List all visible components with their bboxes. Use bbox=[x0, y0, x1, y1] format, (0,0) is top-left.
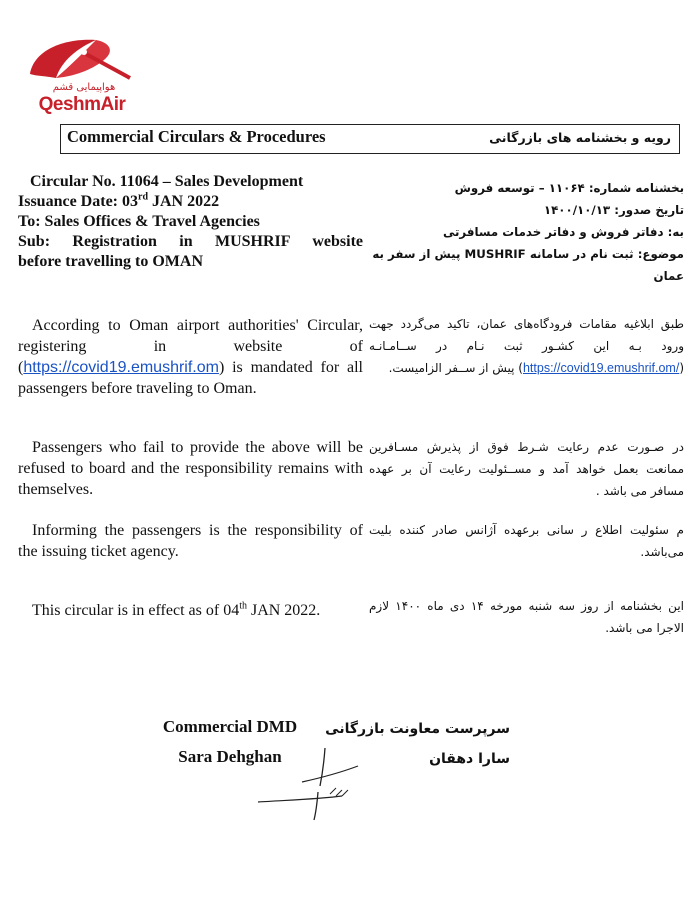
recipients-en: To: Sales Offices & Travel Agencies bbox=[18, 213, 260, 230]
company-logo bbox=[12, 34, 136, 120]
subject-fa: موضوع: ثبت نام در سامانه MUSHRIF پیش از سفر به عمان bbox=[372, 247, 684, 283]
subject-en-line2: before travelling to OMAN bbox=[18, 253, 203, 270]
issuance-date-en: Issuance Date: 03rd JAN 2022 bbox=[18, 191, 220, 210]
paragraph-4-fa: این بخشنامه از روز سه شنبه مورخه ۱۴ دی ماه ۱۴۰۰ لازم الاجرا می باشد. bbox=[369, 599, 684, 635]
signer-name-en: Sara Dehghan bbox=[178, 747, 282, 766]
circular-meta-en bbox=[18, 172, 363, 272]
circular-meta-fa bbox=[369, 177, 684, 287]
paragraph-3-fa: م سئولیت اطلاع ر سانی برعهده آژانس صادر کننده بلیت می‌باشد. bbox=[369, 523, 684, 559]
mushrif-link-fa[interactable]: https://covid19.emushrif.om/ bbox=[522, 361, 680, 375]
subject-en-line1: Sub: Registration in MUSHRIF website bbox=[18, 233, 363, 250]
paragraph-4-en: This circular is in effect as of 04th JAN 2022. bbox=[32, 600, 321, 619]
handwritten-signature bbox=[250, 742, 380, 822]
recipients-fa: به: دفاتر فروش و دفاتر خدمات مسافرتی bbox=[443, 225, 684, 239]
signer-name-fa: سارا دهقان bbox=[429, 751, 510, 767]
logo-farsi-name: هواپیمایی قشم bbox=[52, 82, 116, 93]
header-title-en: Commercial Circulars & Procedures bbox=[67, 127, 326, 146]
circular-number-en: Circular No. 11064 – Sales Development bbox=[30, 173, 304, 190]
logo-english-name: QeshmAir bbox=[38, 94, 126, 115]
paragraph-2-en: Passengers who fail to provide the above will be refused to board and the responsibility remains with themselves. bbox=[18, 439, 363, 498]
header-title-fa: رویه و بخشنامه های بازرگانی bbox=[489, 130, 671, 145]
header-bar bbox=[60, 124, 680, 154]
paragraph-1-en: According to Oman airport authorities' Circular, registering in website of (https://covid19.emushrif.om) is mandated for all passengers before traveling to Oman. bbox=[18, 317, 363, 397]
paragraph-2-fa: در صـورت عدم رعایت شـرط فوق از پذیرش مسـافرین ممانعت بعمل خواهد آمد و مســئولیت رعایت آن بر عهده مسافر می باشد . bbox=[369, 440, 684, 498]
circular-number-fa: بخشنامه شماره: ۱۱۰۶۴ – توسعه فروش bbox=[454, 181, 684, 195]
wing-emblem-icon bbox=[12, 34, 136, 86]
paragraph-1-fa: طبق ابلاغیه مقامات فرودگاه‌های عمان، تاکید می‌گردد جهت ورود بـه این کشـور ثبت نـام در ســامـانـه (https://covid19.emushrif.om/) پیش از ســفر الزامیست. bbox=[369, 317, 684, 375]
mushrif-link-en[interactable]: https://covid19.emushrif.om bbox=[23, 359, 219, 376]
paragraph-3-en: Informing the passengers is the responsibility of the issuing ticket agency. bbox=[18, 522, 363, 560]
signer-title-en: Commercial DMD bbox=[162, 717, 298, 736]
signer-title-fa: سرپرست معاونت بازرگانی bbox=[325, 721, 510, 737]
issuance-date-fa: تاریخ صدور: ۱۴۰۰/۱۰/۱۳ bbox=[543, 203, 684, 217]
